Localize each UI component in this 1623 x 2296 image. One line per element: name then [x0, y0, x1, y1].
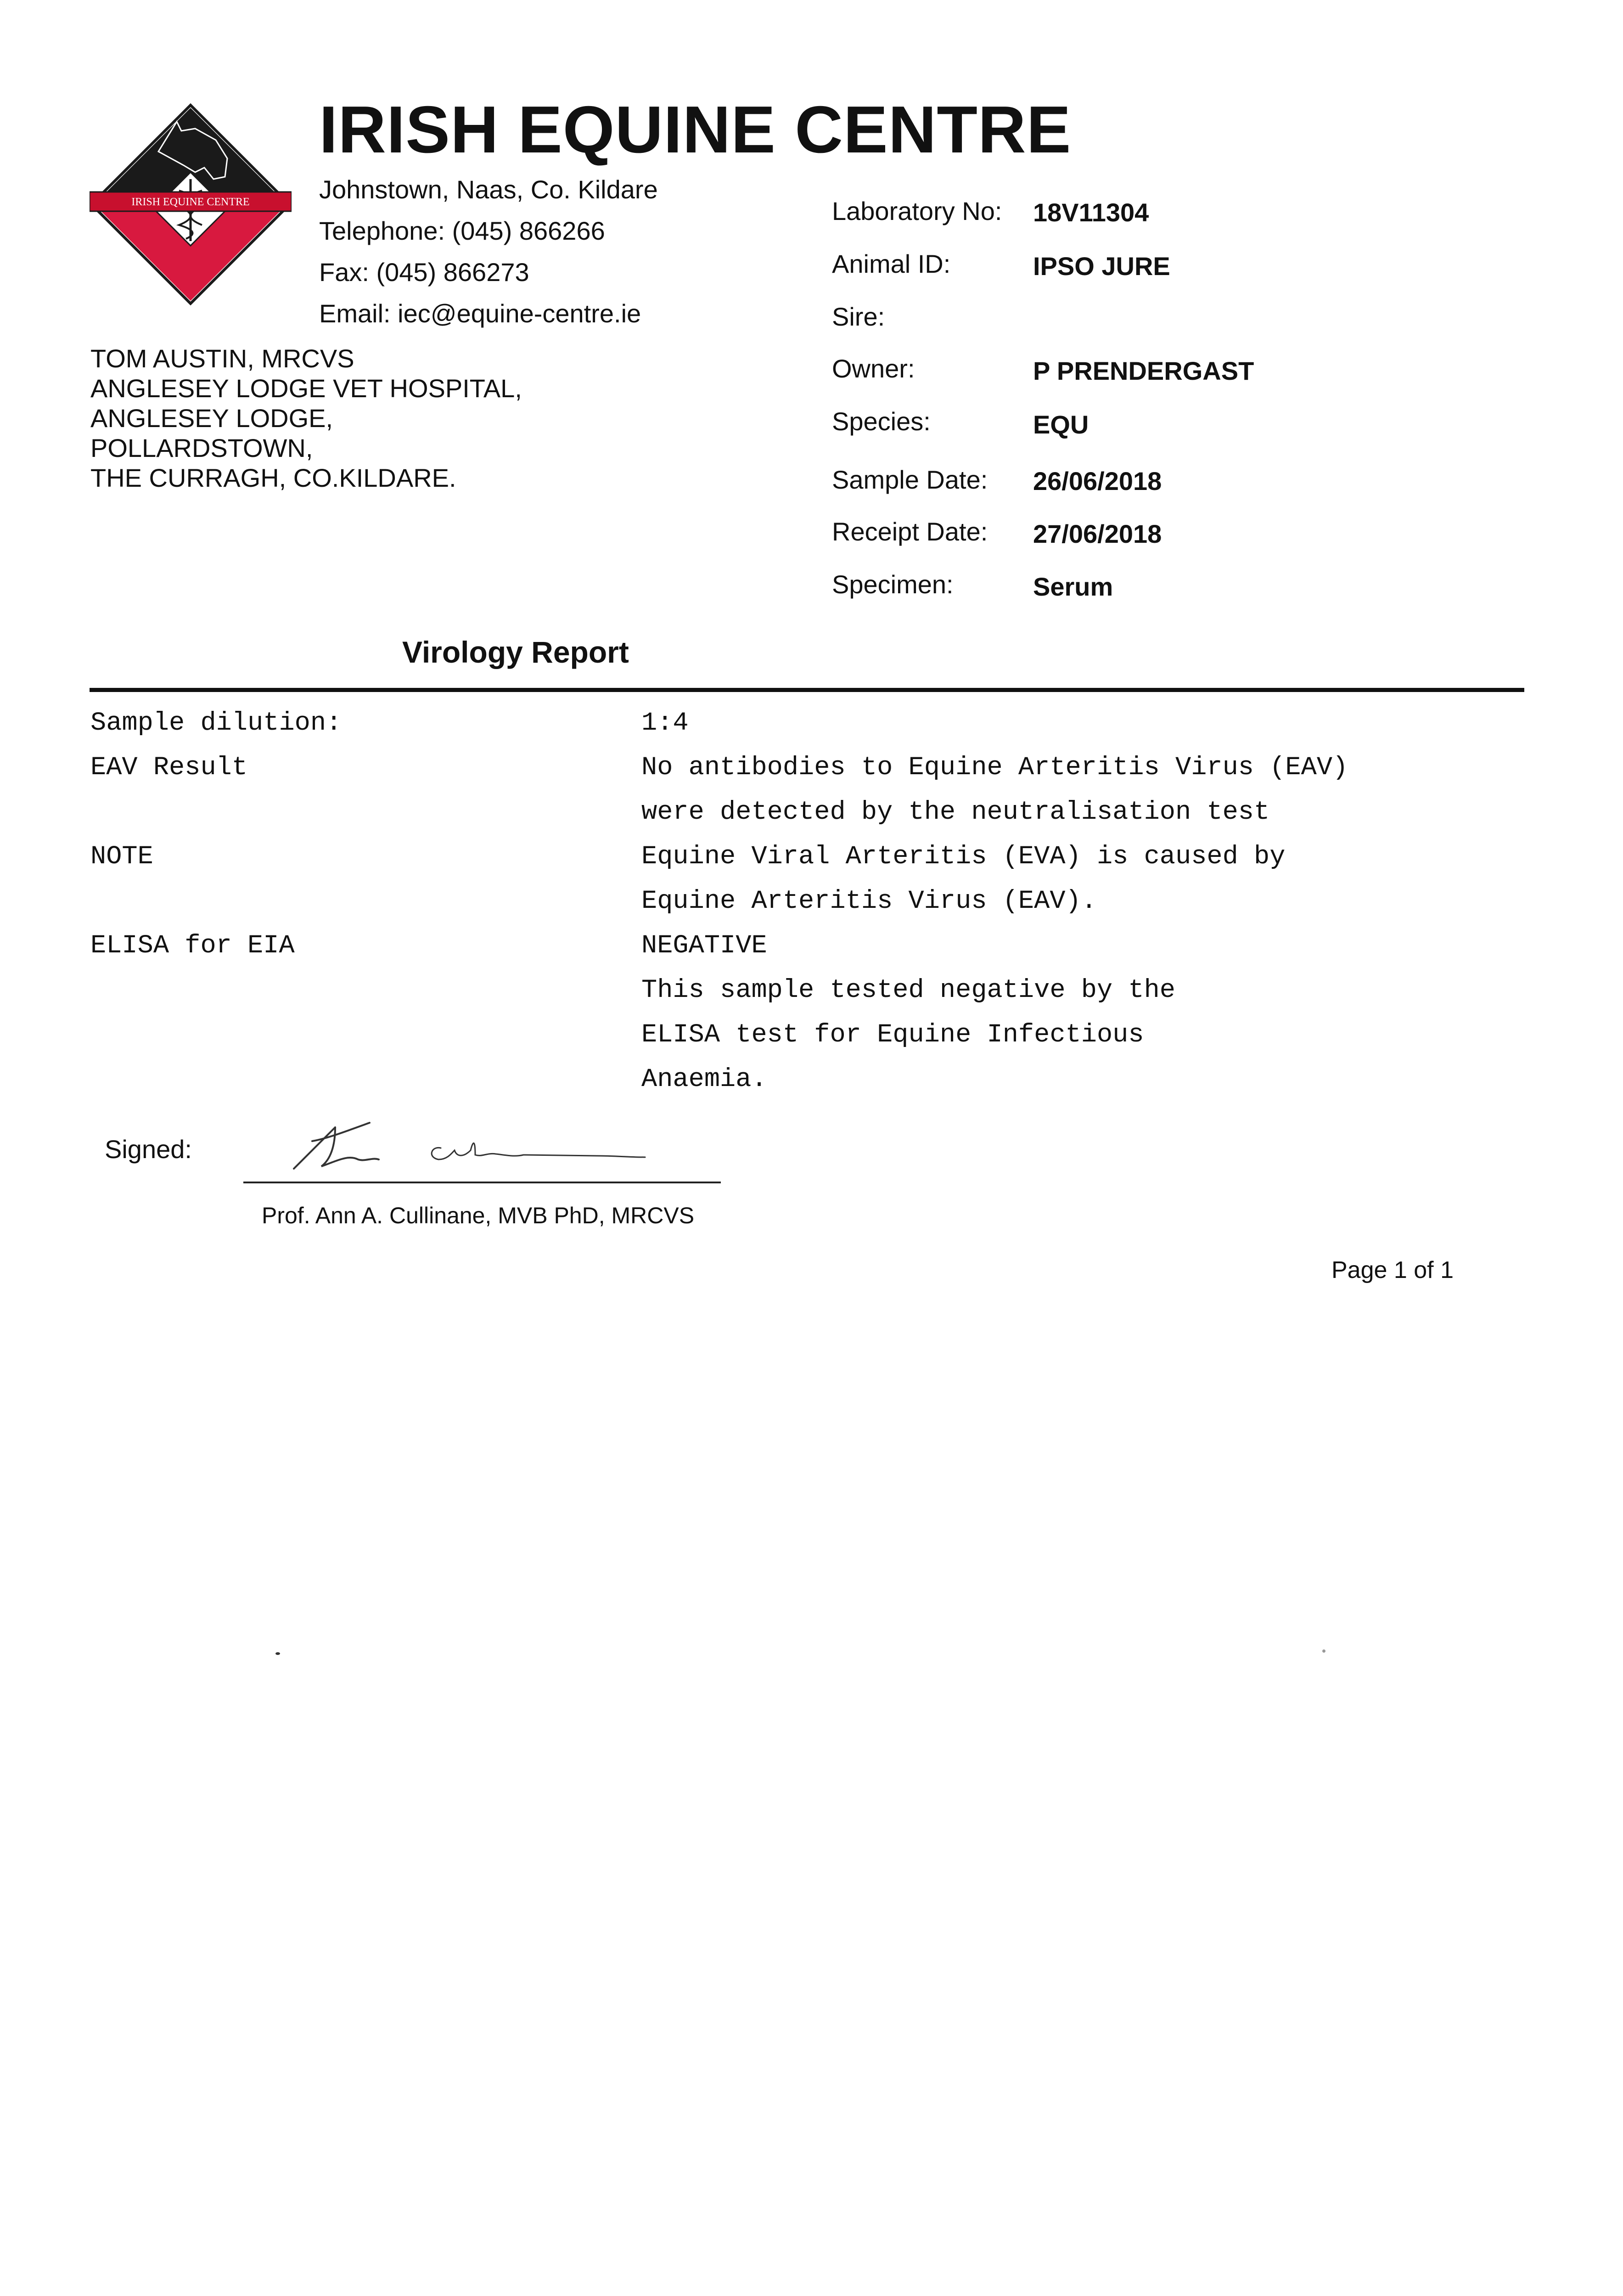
result-value	[641, 835, 1514, 924]
result-row-sample-dilution	[90, 701, 1514, 746]
recipient-line: THE CURRAGH, CO.KILDARE.	[90, 463, 456, 492]
result-key: NOTE	[90, 842, 153, 872]
info-label-laboratory-no: Laboratory No:	[832, 197, 1002, 225]
centre-address: Johnstown, Naas, Co. Kildare	[319, 175, 658, 204]
info-value-sample-date: 26/06/2018	[1033, 467, 1162, 495]
signature-line	[243, 1182, 721, 1183]
info-label-owner: Owner:	[832, 354, 915, 383]
result-value	[641, 924, 1514, 1102]
result-line: Equine Arteritis Virus (EAV).	[641, 887, 1097, 916]
info-value-specimen: Serum	[1033, 572, 1113, 601]
recipient-address	[90, 343, 522, 493]
result-line: were detected by the neutralisation test	[641, 798, 1270, 827]
info-value-animal-id: IPSO JURE	[1033, 252, 1170, 281]
result-line: Anaemia.	[641, 1065, 767, 1094]
result-key: Sample dilution:	[90, 709, 342, 738]
result-line: Equine Viral Arteritis (EVA) is caused by	[641, 842, 1286, 872]
result-value	[641, 746, 1514, 835]
centre-fax: Fax: (045) 866273	[319, 258, 529, 287]
report-divider	[90, 688, 1524, 692]
centre-name: IRISH EQUINE CENTRE	[319, 92, 1072, 167]
irish-equine-centre-logo	[90, 103, 292, 305]
info-label-specimen: Specimen:	[832, 570, 954, 599]
recipient-line: ANGLESEY LODGE,	[90, 404, 333, 433]
result-line: This sample tested negative by the	[641, 976, 1175, 1005]
info-value-laboratory-no: 18V11304	[1033, 198, 1149, 227]
recipient-line: POLLARDSTOWN,	[90, 433, 313, 462]
result-line: ELISA test for Equine Infectious	[641, 1020, 1144, 1050]
signatory-name: Prof. Ann A. Cullinane, MVB PhD, MRCVS	[262, 1203, 695, 1228]
info-label-receipt-date: Receipt Date:	[832, 517, 988, 546]
result-line: No antibodies to Equine Arteritis Virus (EAV)	[641, 753, 1348, 782]
info-label-sample-date: Sample Date:	[832, 465, 988, 494]
result-key: EAV Result	[90, 753, 248, 782]
info-value-species: EQU	[1033, 410, 1089, 439]
scan-speck	[1322, 1649, 1325, 1653]
result-key: ELISA for EIA	[90, 931, 295, 961]
results-section	[90, 701, 1514, 1102]
info-label-species: Species:	[832, 407, 931, 436]
result-row-eav	[90, 746, 1514, 835]
result-line: NEGATIVE	[641, 931, 767, 961]
result-row-note	[90, 835, 1514, 924]
signed-label: Signed:	[105, 1135, 192, 1164]
centre-telephone: Telephone: (045) 866266	[319, 216, 605, 245]
scan-speck	[275, 1652, 280, 1655]
report-title: Virology Report	[402, 635, 629, 669]
recipient-line: ANGLESEY LODGE VET HOSPITAL,	[90, 374, 522, 403]
page-number: Page 1 of 1	[1331, 1257, 1454, 1283]
handwritten-signature	[266, 1114, 647, 1178]
info-label-animal-id: Animal ID:	[832, 249, 951, 278]
result-value	[641, 701, 1514, 746]
info-value-receipt-date: 27/06/2018	[1033, 519, 1162, 548]
logo-banner-text: IRISH EQUINE CENTRE	[131, 196, 250, 208]
result-line: 1:4	[641, 709, 689, 738]
recipient-line: TOM AUSTIN, MRCVS	[90, 344, 354, 373]
info-label-sire: Sire:	[832, 302, 885, 331]
centre-email: Email: iec@equine-centre.ie	[319, 299, 641, 328]
result-row-elisa	[90, 924, 1514, 1102]
info-value-owner: P PRENDERGAST	[1033, 356, 1254, 385]
